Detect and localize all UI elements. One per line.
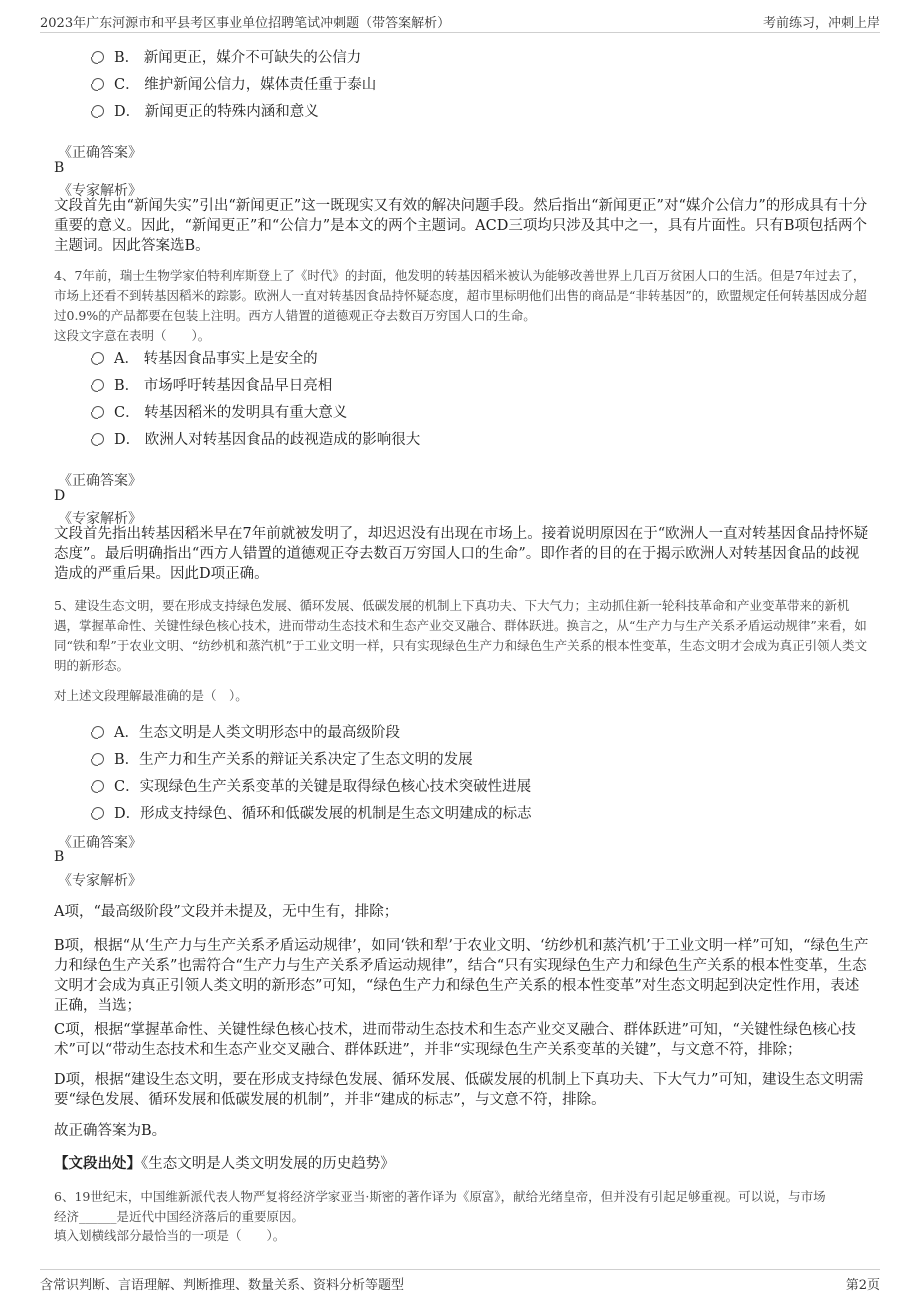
q4-analysis-label: 《专家解析》 <box>58 511 142 527</box>
q5-answer: B <box>54 849 65 865</box>
q5-answer-label: 《正确答案》 <box>58 835 142 851</box>
radio-icon[interactable] <box>92 78 104 90</box>
q5-option-c[interactable]: C．实现绿色生产关系变革的关键是取得绿色核心技术突破性进展 <box>92 775 531 796</box>
q4-option-b[interactable]: B． 市场呼吁转基因食品早日亮相 <box>92 374 332 395</box>
q4-option-a[interactable]: A． 转基因食品事实上是安全的 <box>92 347 318 368</box>
q5-conclusion: 故正确答案为B。 <box>54 1123 167 1139</box>
radio-icon[interactable] <box>92 807 104 819</box>
radio-icon[interactable] <box>92 753 104 765</box>
q6-prompt: 填入划横线部分最恰当的一项是（ ）。 <box>54 1228 286 1243</box>
q6-blank: ______ <box>79 1209 117 1224</box>
q3-analysis-label: 《专家解析》 <box>58 183 142 199</box>
q6-stem: 6、19世纪末，中国维新派代表人物严复将经济学家亚当·斯密的著作译为《原富》，献给光绪皇帝，但并没有引起足够重视。可以说，与市场 经济______是近代中国经济落后的重要原因。 <box>54 1189 826 1224</box>
q4-analysis: 文段首先指出转基因稻米早在7年前就被发明了，却迟迟没有出现在市场上。接着说明原因在于“欧洲人一直对转基因食品持怀疑态度”。最后明确指出“西方人错置的道德观正夺去数百万穷国人口的生命”。即作者的目的在于揭示欧洲人对转基因食品的歧视造成的严重后果。因此D项正确。 <box>54 526 869 582</box>
page-header <box>40 10 880 33</box>
header-slogan: 考前练习，冲刺上岸 <box>762 16 880 31</box>
page-number: 第2页 <box>845 1278 880 1293</box>
radio-icon[interactable] <box>92 352 104 364</box>
q5-analysis-b: B项，根据“从‘生产力与生产关系矛盾运动规律’，如同‘铁和犁’于农业文明、‘纺纱机和蒸汽机’于工业文明一样”可知，“绿色生产力和绿色生产关系”也需符合“生产力与生产关系矛盾运动规律”，结合“只有实现绿色生产力和绿色生产关系的根本性变革，生态文明才会成为真正引领人类文明的新形态”可知，“绿色生产力和绿色生产关系的根本性变革”对生态文明起到决定性作用，表述正确，当选； <box>54 938 869 1014</box>
q4-option-d[interactable]: D． 欧洲人对转基因食品的歧视造成的影响很大 <box>92 428 420 449</box>
q5-option-b[interactable]: B．生产力和生产关系的辩证关系决定了生态文明的发展 <box>92 748 473 769</box>
q4-prompt: 这段文字意在表明（ ）。 <box>54 328 211 343</box>
q4-answer: D <box>54 488 66 504</box>
header-title: 2023年广东河源市和平县考区事业单位招聘笔试冲刺题（带答案解析） <box>40 16 451 31</box>
radio-icon[interactable] <box>92 780 104 792</box>
radio-icon[interactable] <box>92 51 104 63</box>
q5-source-tag: 【文段出处】 <box>54 1155 141 1172</box>
q5-stem: 5、建设生态文明，要在形成支持绿色发展、循环发展、低碳发展的机制上下真功夫、下大气力；主动抓住新一轮科技革命和产业变革带来的新机遇，掌握革命性、关键性绿色核心技术，进而带动生态技术和生态产业交叉融合、群体跃进。换言之，从“生产力与生产关系矛盾运动规律”来看，如同“铁和犁”于农业文明、“纺纱机和蒸汽机”于工业文明一样，只有实现绿色生产力和绿色生产关系的根本性变革，生态文明才会成为真正引领人类文明的新形态。 <box>54 598 868 673</box>
footer-note: 含常识判断、言语理解、判断推理、数量关系、资料分析等题型 <box>40 1278 405 1293</box>
q5-option-d[interactable]: D．形成支持绿色、循环和低碳发展的机制是生态文明建成的标志 <box>92 802 532 823</box>
q3-answer-label: 《正确答案》 <box>58 145 142 161</box>
radio-icon[interactable] <box>92 379 104 391</box>
q3-analysis: 文段首先由“新闻失实”引出“新闻更正”这一既现实又有效的解决问题手段。然后指出“新闻更正”对“媒介公信力”的形成具有十分重要的意义。因此，“新闻更正”和“公信力”是本文的两个主题词。ACD三项均只涉及其中之一，具有片面性。只有B项包括两个主题词。因此答案选B。 <box>54 198 868 254</box>
q5-analysis-c: C项，根据“掌握革命性、关键性绿色核心技术，进而带动生态技术和生态产业交叉融合、群体跃进”可知，“关键性绿色核心技术”可以“带动生态技术和生态产业交叉融合、群体跃进”，并非“实现绿色生产关系变革的关键”，与文意不符，排除； <box>54 1022 856 1058</box>
q4-stem: 4、7年前，瑞士生物学家伯特利库斯登上了《时代》的封面，他发明的转基因稻米被认为能够改善世界上几百万贫困人口的生活。但是7年过去了，市场上还看不到转基因稻米的踪影。欧洲人一直对转基因食品持怀疑态度，超市里标明他们出售的商品是“非转基因”的，欧盟规定任何转基因成分超过0.9%的产品都要在包装上注明。西方人错置的道德观正夺去数百万穷国人口的生命。 <box>54 268 867 323</box>
q3-option-c[interactable]: C． 维护新闻公信力，媒体责任重于泰山 <box>92 73 376 94</box>
q5-analysis-label: 《专家解析》 <box>58 873 142 889</box>
q5-source-title: 《生态文明是人类文明发展的历史趋势》 <box>141 1156 395 1172</box>
q5-option-a[interactable]: A．生态文明是人类文明形态中的最高级阶段 <box>92 721 400 742</box>
radio-icon[interactable] <box>92 726 104 738</box>
q3-answer: B <box>54 160 65 176</box>
page-footer <box>40 1269 880 1292</box>
q5-source <box>54 1154 869 1174</box>
radio-icon[interactable] <box>92 406 104 418</box>
q5-analysis-d: D项，根据“建设生态文明，要在形成支持绿色发展、循环发展、低碳发展的机制上下真功夫、下大气力”可知，建设生态文明需要“绿色发展、循环发展和低碳发展的机制”，并非“建成的标志”，与文意不符，排除。 <box>54 1072 864 1108</box>
q4-option-c[interactable]: C． 转基因稻米的发明具有重大意义 <box>92 401 347 422</box>
q5-analysis-a: A项，“最高级阶段”文段并未提及，无中生有，排除； <box>54 904 399 920</box>
radio-icon[interactable] <box>92 105 104 117</box>
q4-answer-label: 《正确答案》 <box>58 473 142 489</box>
radio-icon[interactable] <box>92 433 104 445</box>
q3-option-d[interactable]: D． 新闻更正的特殊内涵和意义 <box>92 100 319 121</box>
q5-prompt: 对上述文段理解最准确的是（ ）。 <box>54 688 248 703</box>
q3-option-b[interactable]: B． 新闻更正，媒介不可缺失的公信力 <box>92 46 361 67</box>
